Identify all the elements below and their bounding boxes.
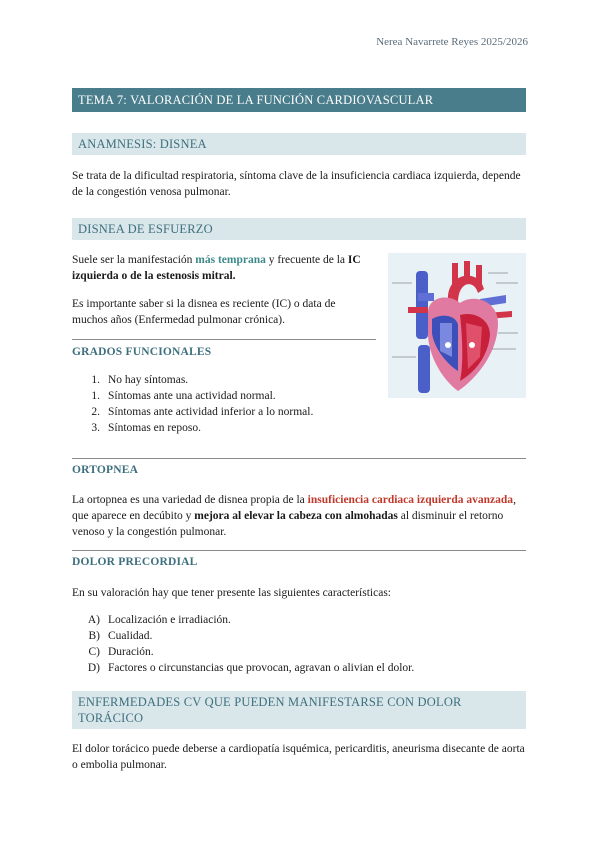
list-item: 3. Síntomas en reposo. — [91, 422, 201, 434]
divider — [72, 339, 376, 340]
divider — [72, 458, 526, 459]
document-author: Nerea Navarrete Reyes 2025/2026 — [376, 36, 528, 48]
subheading-ortopnea: ORTOPNEA — [72, 464, 139, 476]
section-heading-disnea-esfuerzo: DISNEA DE ESFUERZO — [72, 218, 526, 240]
ortopnea-paragraph: La ortopnea es una variedad de disnea propia de la insuficiencia cardiaca izquierda avanzada, que aparece en decúbito y mejora al elevar la cabeza con almohadas al disminuir el retorno venoso y la congestión pulmonar. — [72, 494, 516, 538]
heart-diagram-icon — [388, 253, 526, 398]
subheading-grados-funcionales: GRADOS FUNCIONALES — [72, 346, 212, 358]
list-item: 2. Síntomas ante actividad inferior a lo normal. — [91, 406, 314, 418]
disnea-esfuerzo-paragraph-2: Es importante saber si la disnea es reciente (IC) o data de muchos años (Enfermedad pulmonar crónica). — [72, 298, 336, 326]
section-heading-anamnesis: ANAMNESIS: DISNEA — [72, 133, 526, 155]
highlight-mejora-almohadas: mejora al elevar la cabeza con almohadas — [194, 510, 398, 522]
disnea-esfuerzo-paragraph-1: Suele ser la manifestación más temprana y frecuente de la IC izquierda o de la estenosis mitral. — [72, 254, 361, 282]
list-item: A) Localización e irradiación. — [87, 614, 231, 626]
list-item: 1. No hay síntomas. — [91, 374, 189, 386]
list-item: 1. Síntomas ante una actividad normal. — [91, 390, 276, 402]
document-title: TEMA 7: VALORACIÓN DE LA FUNCIÓN CARDIOVASCULAR — [72, 88, 526, 112]
list-item: B) Cualidad. — [88, 630, 153, 642]
list-item: D) Factores o circunstancias que provocan, agravan o alivian el dolor. — [87, 662, 415, 674]
grados-list — [72, 372, 313, 436]
section-heading-enfermedades: ENFERMEDADES CV QUE PUEDEN MANIFESTARSE CON DOLOR TORÁCICO — [72, 691, 526, 729]
subheading-dolor-precordial: DOLOR PRECORDIAL — [72, 556, 198, 568]
anamnesis-paragraph: Se trata de la dificultad respiratoria, síntoma clave de la insuficiencia cardiaca izquierda, depende de la congestión venosa pulmonar. — [72, 170, 521, 198]
divider — [72, 550, 526, 551]
highlight-ic-izquierda: IC izquierda o de la estenosis mitral. — [72, 254, 361, 282]
dolor-list — [72, 612, 414, 676]
highlight-ic-avanzada: insuficiencia cardiaca izquierda avanzada — [307, 494, 514, 506]
heart-anatomy-diagram — [388, 253, 526, 398]
list-item: C) Duración. — [88, 646, 154, 658]
enfermedades-paragraph: El dolor torácico puede deberse a cardiopatía isquémica, pericarditis, aneurisma disecante de aorta o embolia pulmonar. — [72, 743, 525, 771]
dolor-intro: En su valoración hay que tener presente las siguientes características: — [72, 587, 391, 599]
highlight-mas-temprana: más temprana — [195, 254, 266, 266]
